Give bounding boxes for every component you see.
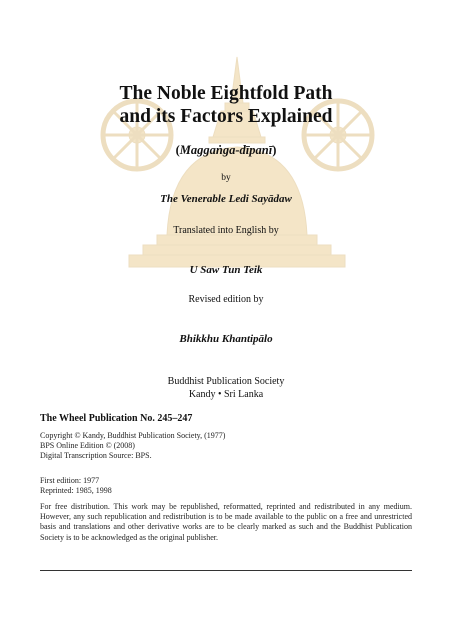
reprinted: Reprinted: 1985, 1998 bbox=[40, 486, 112, 496]
publisher-block bbox=[40, 375, 412, 401]
publisher-place: Kandy • Sri Lanka bbox=[188, 389, 264, 400]
subtitle-open-paren: ( bbox=[175, 143, 180, 157]
license-notice: For free distribution. This work may be republished, reformatted, reprinted and redistributed in any medium. However, any such republication and redistribution is to be made available to the public on a free and unrestricted basis and translations and other derivative works are to be clearly marked as such and the Buddhist Publication Society is to be acknowledged as the original publisher. bbox=[40, 502, 412, 542]
revised-label: Revised edition by bbox=[188, 294, 264, 305]
title-line-2: and its Factors Explained bbox=[119, 106, 333, 127]
document-title bbox=[40, 82, 412, 128]
publisher-name: Buddhist Publication Society bbox=[167, 376, 285, 387]
reviser-name: Bhikkhu Khantipālo bbox=[179, 333, 273, 345]
by-label: by bbox=[221, 173, 231, 183]
title-line-1: The Noble Eightfold Path bbox=[119, 83, 333, 104]
translator-name: U Saw Tun Teik bbox=[189, 264, 263, 276]
bottom-rule-divider bbox=[40, 570, 412, 571]
author-name: The Venerable Ledi Sayādaw bbox=[160, 193, 292, 205]
copyright-line-1: Copyright © Kandy, Buddhist Publication Society, (1977) bbox=[40, 431, 226, 440]
series-title: The Wheel Publication No. 245–247 bbox=[40, 413, 193, 424]
subtitle bbox=[40, 143, 412, 158]
subtitle-text: Maggaṅga-dīpanī bbox=[179, 143, 273, 157]
copyright-line-2: BPS Online Edition © (2008) bbox=[40, 441, 135, 451]
first-edition: First edition: 1977 bbox=[40, 476, 100, 485]
translated-label: Translated into English by bbox=[173, 225, 279, 236]
copyright-line-3: Digital Transcription Source: BPS. bbox=[40, 451, 152, 461]
copyright-block bbox=[40, 431, 412, 462]
edition-block bbox=[40, 476, 412, 496]
subtitle-close-paren: ) bbox=[272, 143, 277, 157]
